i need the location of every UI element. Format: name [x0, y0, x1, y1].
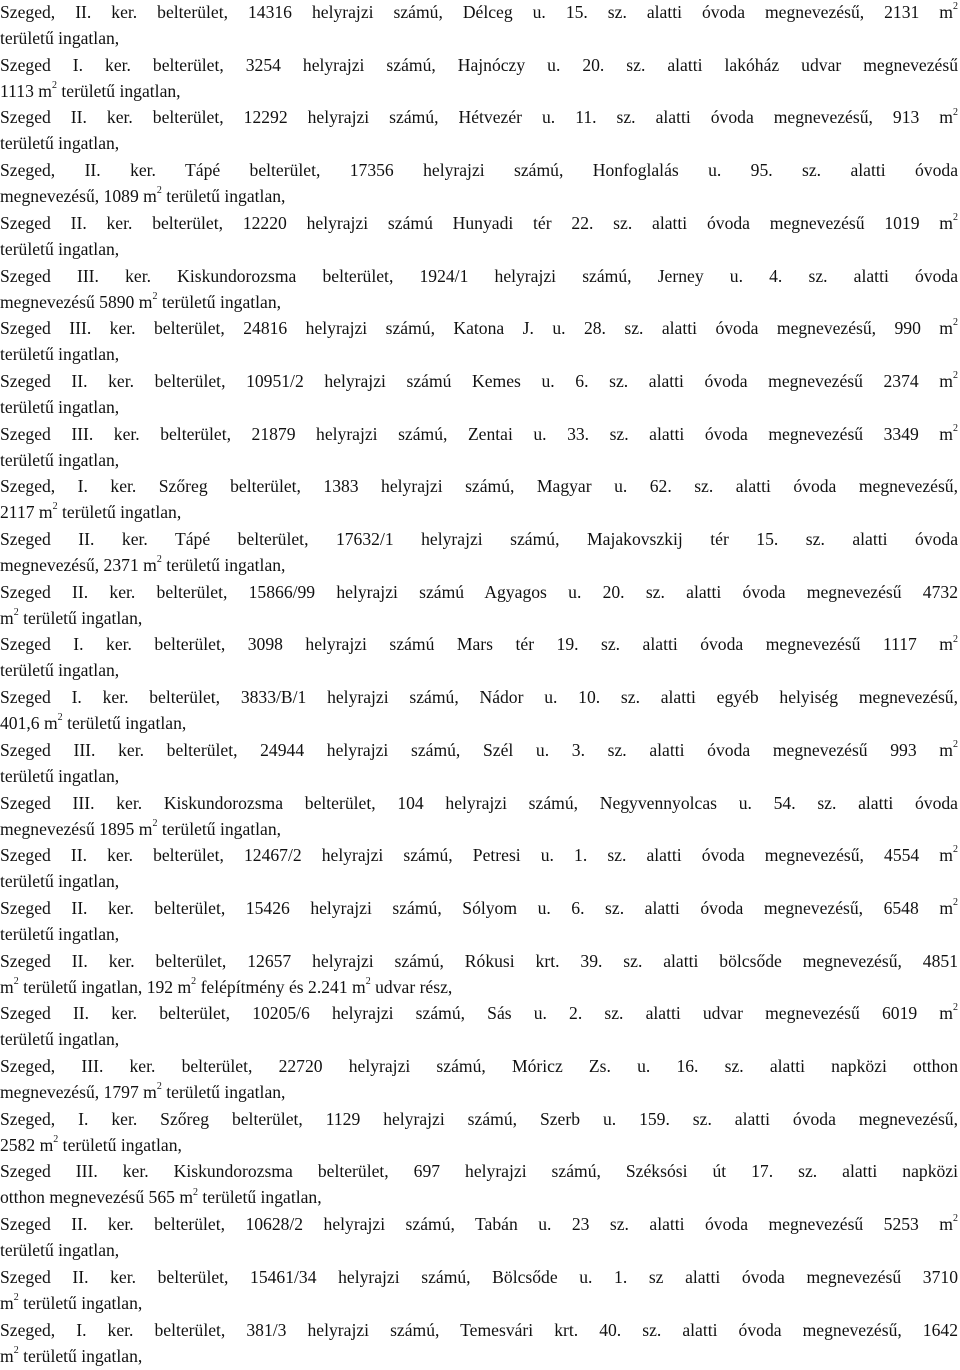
entry-text: Szeged, II. ker. belterület, 14316 helyrajzi számú, Délceg u. 15. sz. alatti óvoda megnevezésű, 2131 m: [0, 2, 953, 22]
entry-line: [0, 210, 958, 236]
entry-text: Szeged II. ker. belterület, 12467/2 helyrajzi számú, Petresi u. 1. sz. alatti óvoda megnevezésű, 4554 m: [0, 845, 953, 866]
entry-line: [0, 1132, 182, 1158]
entry-line: [0, 710, 186, 736]
property-entry: [0, 421, 958, 473]
entry-text: területű ingatlan,: [18, 607, 143, 628]
superscript: 2: [51, 79, 57, 91]
entry-line: [0, 341, 119, 367]
entry-text: Szeged II. ker. belterület, 10205/6 helyrajzi számú, Sás u. 2. sz. alatti udvar megnevezésű 6019 m: [0, 1003, 953, 1024]
entry-text: területű ingatlan,: [62, 713, 187, 734]
entry-text: Szeged II. ker. Tápé belterület, 17632/1 helyrajzi számú, Majakovszkij tér 15. sz. alatti óvoda: [0, 529, 958, 549]
superscript: 2: [953, 897, 958, 909]
property-entry: [0, 895, 958, 947]
entry-text: megnevezésű, 2371 m: [0, 555, 157, 575]
property-entry: [0, 737, 958, 789]
property-entry: [0, 263, 958, 315]
superscript: 2: [156, 554, 162, 566]
entry-line: [0, 1343, 142, 1369]
entry-text: Szeged I. ker. belterület, 3833/B/1 helyrajzi számú, Nádor u. 10. sz. alatti egyéb helyiség megnevezésű,: [0, 687, 958, 708]
superscript: 2: [953, 317, 958, 329]
entry-line: [0, 52, 958, 78]
entry-line: [0, 130, 119, 156]
entry-line: [0, 78, 181, 104]
entry-text: Szeged II. ker. belterület, 10628/2 helyrajzi számú, Tabán u. 23 sz. alatti óvoda megnevezésű 5253 m: [0, 1214, 953, 1235]
entry-text: területű ingatlan,: [18, 1292, 143, 1313]
entry-text: 2582 m: [0, 1134, 54, 1155]
entry-line: [0, 1211, 958, 1237]
entry-text: Szeged II. ker. belterület, 15461/34 helyrajzi számú, Bölcsőde u. 1. sz alatti óvoda megnevezésű 3710: [0, 1266, 958, 1287]
entry-line: [0, 25, 119, 51]
superscript: 2: [156, 1081, 162, 1093]
entry-text: m: [0, 1292, 14, 1313]
entry-text: felépítmény és 2.241 m: [196, 976, 366, 997]
entry-line: [0, 315, 958, 341]
property-entry: [0, 1211, 958, 1263]
entry-text: területű ingatlan, 192 m: [18, 976, 192, 997]
entry-line: [0, 289, 281, 315]
superscript: 2: [953, 211, 958, 223]
entry-text: területű ingatlan,: [0, 1240, 120, 1261]
superscript: 2: [57, 712, 63, 724]
entry-text: megnevezésű 5890 m: [0, 291, 153, 312]
entry-line: [0, 1000, 958, 1026]
superscript: 2: [953, 106, 958, 118]
property-entry: [0, 1317, 958, 1369]
entry-text: Szeged III. ker. Kiskundorozsma belterület, 697 helyrajzi számú, Széksósi út 17. sz. alatti napközi: [0, 1161, 958, 1182]
entry-text: területű ingatlan,: [0, 1029, 120, 1050]
entry-text: Szeged III. ker. Kiskundorozsma belterület, 104 helyrajzi számú, Negyvennyolcas u. 54. sz. alatti óvoda: [0, 792, 958, 813]
entry-line: [0, 1264, 958, 1290]
property-entry: [0, 104, 958, 156]
property-entry: [0, 526, 958, 578]
entry-text: udvar rész,: [370, 976, 453, 997]
superscript: 2: [191, 975, 197, 987]
property-entry: [0, 368, 958, 420]
entry-line: [0, 868, 119, 894]
property-entry: [0, 1264, 958, 1316]
entry-line: [0, 1079, 285, 1105]
entry-line: [0, 605, 142, 631]
entry-text: területű ingatlan,: [198, 1187, 322, 1208]
entry-text: Szeged III. ker. belterület, 21879 helyrajzi számú, Zentai u. 33. sz. alatti óvoda megnevezésű 3349 m: [0, 423, 953, 444]
entry-line: [0, 948, 958, 974]
entry-line: [0, 842, 958, 868]
entry-text: területű ingatlan,: [18, 1345, 143, 1366]
entry-text: területű ingatlan,: [161, 186, 286, 207]
entry-text: Szeged, I. ker. Szőreg belterület, 1383 helyrajzi számú, Magyar u. 62. sz. alatti óvoda megnevezésű,: [0, 476, 958, 497]
entry-line: [0, 631, 958, 657]
entry-line: [0, 447, 119, 473]
entry-text: területű ingatlan,: [161, 1082, 286, 1102]
entry-line: [0, 473, 958, 499]
property-entry: [0, 579, 958, 631]
entry-text: megnevezésű 1895 m: [0, 818, 153, 839]
entry-text: területű ingatlan,: [0, 238, 120, 259]
entry-text: területű ingatlan,: [58, 1134, 182, 1155]
superscript: 2: [953, 633, 958, 645]
property-entry: [0, 0, 958, 51]
property-entry: [0, 52, 958, 104]
superscript: 2: [365, 975, 371, 987]
entry-text: területű ingatlan,: [0, 344, 120, 365]
superscript: 2: [953, 738, 958, 750]
superscript: 2: [193, 1186, 198, 1198]
entry-line: [0, 579, 958, 605]
entry-text: m: [0, 1345, 14, 1366]
entry-line: [0, 394, 119, 420]
entry-text: 401,6 m: [0, 713, 58, 734]
property-entry: [0, 790, 958, 842]
entry-line: [0, 421, 958, 447]
superscript: 2: [13, 1291, 19, 1303]
entry-text: Szeged, I. ker. Szőreg belterület, 1129 helyrajzi számú, Szerb u. 159. sz. alatti óvoda megnevezésű,: [0, 1108, 958, 1129]
superscript: 2: [13, 606, 19, 618]
entry-line: [0, 921, 119, 947]
entry-line: [0, 1237, 119, 1263]
property-entry: [0, 631, 958, 683]
entry-text: megnevezésű, 1089 m: [0, 186, 157, 207]
entry-text: Szeged II. ker. belterület, 12292 helyrajzi számú, Hétvezér u. 11. sz. alatti óvoda megnevezésű, 913 m: [0, 107, 953, 128]
property-entry: [0, 1158, 958, 1210]
entry-text: Szeged, II. ker. Tápé belterület, 17356 helyrajzi számú, Honfoglalás u. 95. sz. alatti óvoda: [0, 160, 958, 181]
entry-text: Szeged II. ker. belterület, 12657 helyrajzi számú, Rókusi krt. 39. sz. alatti bölcsőde megnevezésű, 4851: [0, 950, 958, 971]
superscript: 2: [53, 1133, 59, 1145]
entry-text: 2117 m: [0, 502, 53, 523]
entry-line: [0, 552, 285, 578]
superscript: 2: [953, 1213, 958, 1225]
entry-text: területű ingatlan,: [157, 818, 282, 839]
entry-line: [0, 1053, 958, 1079]
entry-text: 1113 m: [0, 80, 52, 101]
entry-line: [0, 1184, 322, 1210]
entry-line: [0, 974, 452, 1000]
entry-text: otthon megnevezésű 565 m: [0, 1187, 193, 1208]
entry-line: [0, 104, 958, 130]
superscript: 2: [156, 185, 162, 197]
property-entry: [0, 948, 958, 1000]
entry-line: [0, 0, 958, 25]
property-entry: [0, 1000, 958, 1052]
entry-line: [0, 684, 958, 710]
entry-text: területű ingatlan,: [157, 291, 282, 312]
entry-text: Szeged III. ker. Kiskundorozsma belterület, 1924/1 helyrajzi számú, Jerney u. 4. sz. alatti óvoda: [0, 265, 958, 286]
entry-text: Szeged, III. ker. belterület, 22720 helyrajzi számú, Móricz Zs. u. 16. sz. alatti napközi otthon: [0, 1056, 958, 1076]
entry-line: [0, 657, 119, 683]
entry-line: [0, 526, 958, 552]
entry-text: területű ingatlan,: [0, 765, 120, 786]
property-entry: [0, 210, 958, 262]
entry-text: Szeged I. ker. belterület, 3098 helyrajzi számú Mars tér 19. sz. alatti óvoda megnevezésű 1117 m: [0, 634, 953, 655]
entry-text: területű ingatlan,: [0, 660, 120, 681]
entry-line: [0, 183, 285, 209]
entry-text: Szeged III. ker. belterület, 24816 helyrajzi számú, Katona J. u. 28. sz. alatti óvoda megnevezésű, 990 m: [0, 318, 953, 339]
entry-text: területű ingatlan,: [0, 396, 120, 417]
superscript: 2: [953, 1002, 958, 1014]
entry-text: területű ingatlan,: [57, 502, 182, 523]
entry-line: [0, 895, 958, 921]
property-entry: [0, 473, 958, 525]
superscript: 2: [953, 370, 958, 382]
entry-line: [0, 1290, 142, 1316]
superscript: 2: [152, 817, 158, 829]
entry-text: területű ingatlan,: [56, 80, 181, 101]
property-entry: [0, 157, 958, 209]
entry-text: területű ingatlan,: [0, 449, 120, 470]
entry-text: területű ingatlan,: [0, 923, 120, 944]
property-entry: [0, 315, 958, 367]
entry-line: [0, 263, 958, 289]
entry-text: területű ingatlan,: [0, 133, 120, 154]
entry-text: területű ingatlan,: [0, 28, 120, 48]
entry-line: [0, 1158, 958, 1184]
entry-text: területű ingatlan,: [161, 555, 286, 575]
entry-text: Szeged I. ker. belterület, 3254 helyrajzi számú, Hajnóczy u. 20. sz. alatti lakóház udvar megnevezésű: [0, 54, 958, 75]
entry-line: [0, 368, 958, 394]
superscript: 2: [953, 422, 958, 434]
entry-line: [0, 157, 958, 183]
superscript: 2: [52, 501, 58, 513]
entry-line: [0, 790, 958, 816]
entry-text: Szeged II. ker. belterület, 15426 helyrajzi számú, Sólyom u. 6. sz. alatti óvoda megnevezésű, 6548 m: [0, 897, 953, 918]
entry-text: m: [0, 607, 14, 628]
entry-line: [0, 763, 119, 789]
entry-line: [0, 816, 281, 842]
entry-text: Szeged, I. ker. belterület, 381/3 helyrajzi számú, Temesvári krt. 40. sz. alatti óvoda megnevezésű, 1642: [0, 1319, 958, 1340]
entry-text: Szeged II. ker. belterület, 15866/99 helyrajzi számú Agyagos u. 20. sz. alatti óvoda megnevezésű 4732: [0, 581, 958, 602]
property-entry: [0, 1106, 958, 1158]
entry-line: [0, 1026, 119, 1052]
superscript: 2: [953, 1, 958, 13]
property-entry: [0, 842, 958, 894]
entry-text: Szeged II. ker. belterület, 10951/2 helyrajzi számú Kemes u. 6. sz. alatti óvoda megnevezésű 2374 m: [0, 370, 953, 391]
entry-line: [0, 236, 119, 262]
entry-line: [0, 737, 958, 763]
superscript: 2: [13, 975, 19, 987]
superscript: 2: [152, 290, 158, 302]
entry-text: területű ingatlan,: [0, 871, 120, 892]
superscript: 2: [953, 844, 958, 856]
entry-text: megnevezésű, 1797 m: [0, 1082, 157, 1102]
entry-line: [0, 1317, 958, 1343]
entry-line: [0, 1106, 958, 1132]
entry-text: m: [0, 976, 14, 997]
entry-text: Szeged III. ker. belterület, 24944 helyrajzi számú, Szél u. 3. sz. alatti óvoda megnevezésű 993 m: [0, 739, 953, 760]
superscript: 2: [13, 1344, 19, 1356]
entry-line: [0, 499, 181, 525]
property-entry: [0, 684, 958, 736]
property-entry: [0, 1053, 958, 1105]
entry-text: Szeged II. ker. belterület, 12220 helyrajzi számú Hunyadi tér 22. sz. alatti óvoda megnevezésű 1019 m: [0, 212, 953, 233]
